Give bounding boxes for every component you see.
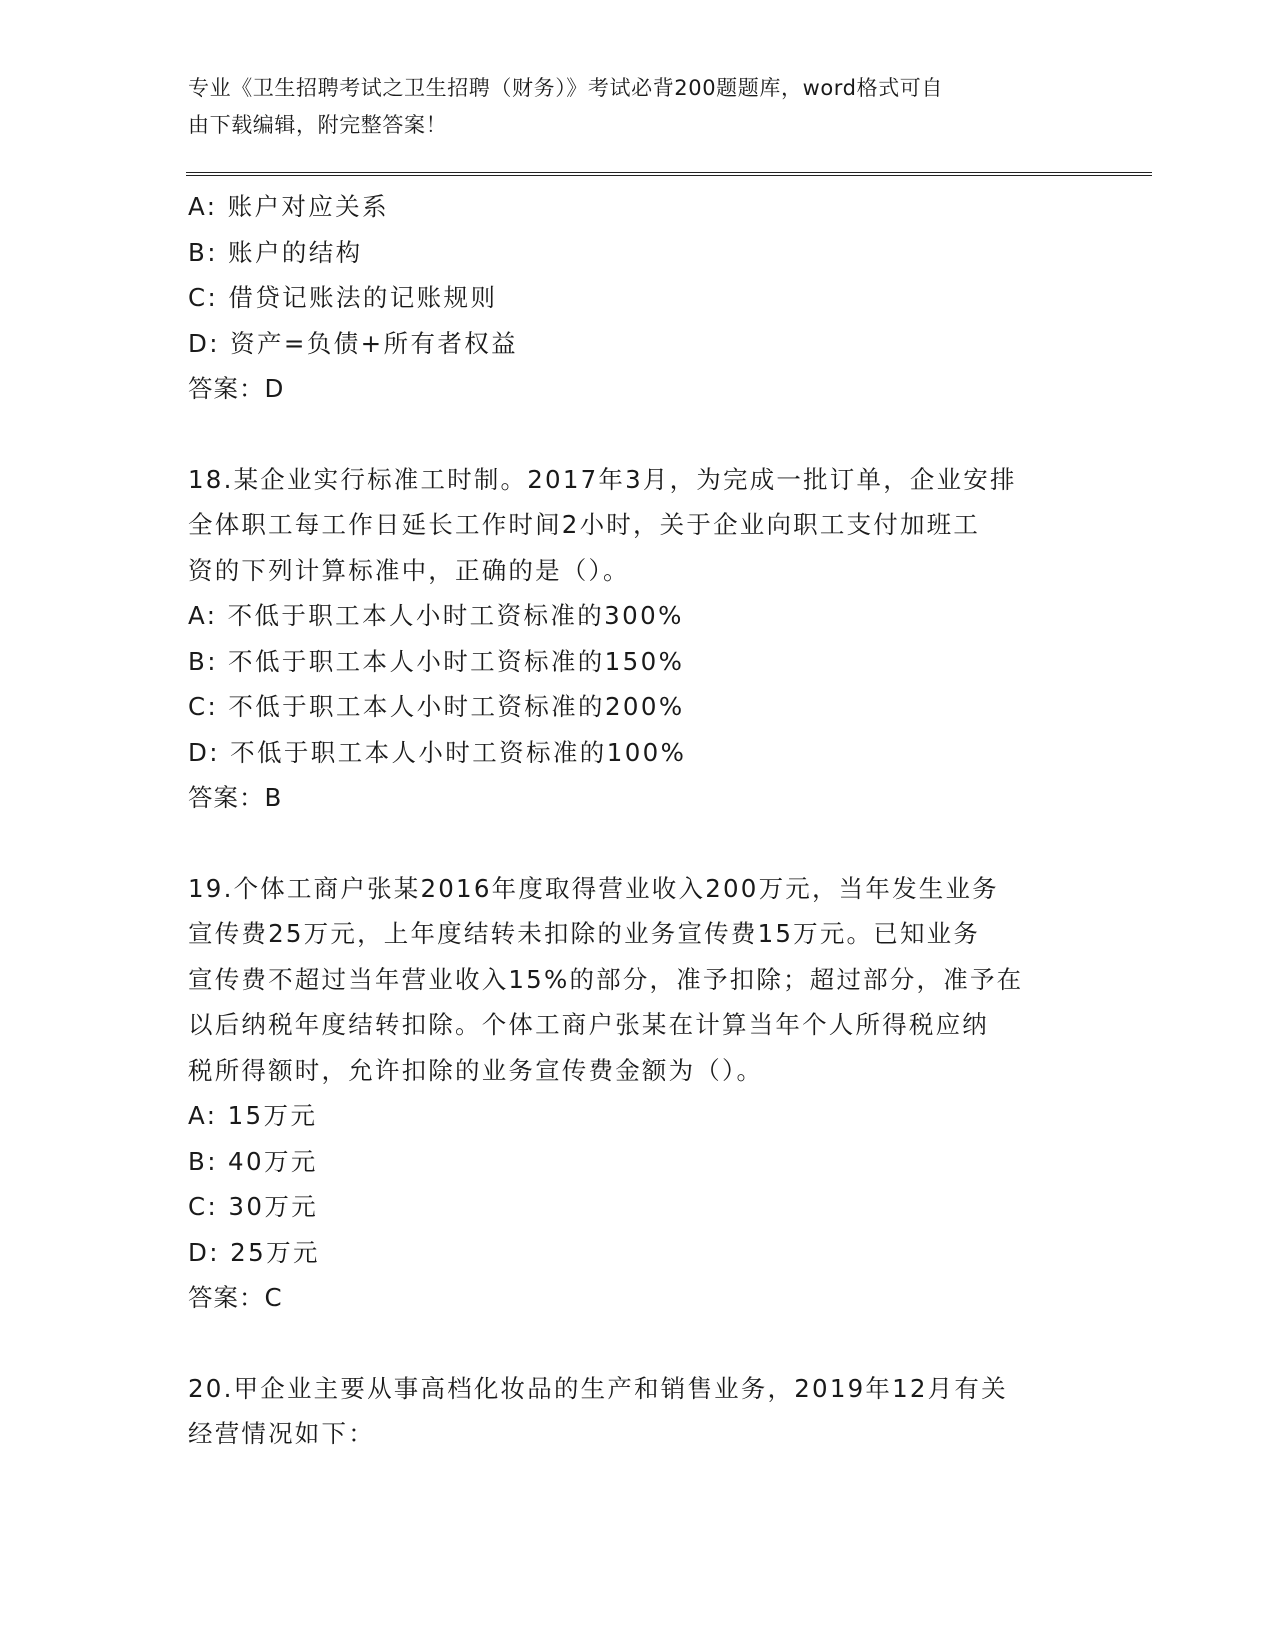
question-20 [188,1366,1088,1457]
question-19 [188,866,1088,1321]
header-line-1: 专业《卫生招聘考试之卫生招聘（财务）》考试必背200题题库，word格式可自 [188,76,943,100]
question-stem-line: 19.个体工商户张某2016年度取得营业收入200万元，当年发生业务 [188,873,999,903]
spacer [188,821,1088,866]
option-a: A: 15万元 [188,1101,318,1130]
question-stem-line: 全体职工每工作日延长工作时间2小时，关于企业向职工支付加班工 [188,510,981,539]
question-stem-line: 宣传费不超过当年营业收入15%的部分，准予扣除；超过部分，准予在 [188,964,1024,994]
option-d: D: 不低于职工本人小时工资标准的100% [188,737,687,767]
option-a: A: 不低于职工本人小时工资标准的300% [188,601,684,630]
answer: 答案：B [188,783,283,812]
option-c: C: 不低于职工本人小时工资标准的200% [188,692,685,721]
option-d: D: 资产=负债+所有者权益 [188,328,519,358]
option-b: B: 不低于职工本人小时工资标准的150% [188,646,685,676]
option-c: C: 借贷记账法的记账规则 [188,283,498,312]
question-18 [188,457,1088,821]
question-stem-line: 资的下列计算标准中，正确的是（）。 [188,555,630,585]
document-header [188,70,1088,144]
option-c: C: 30万元 [188,1192,319,1221]
question-stem-line: 20.甲企业主要从事高档化妆品的生产和销售业务，2019年12月有关 [188,1373,1008,1403]
question-17 [188,184,1088,412]
answer: 答案：D [188,374,285,403]
spacer [188,412,1088,457]
question-stem-line: 经营情况如下： [188,1419,375,1448]
question-stem-line: 以后纳税年度结转扣除。个体工商户张某在计算当年个人所得税应纳 [188,1010,989,1039]
option-a: A: 账户对应关系 [188,192,389,221]
option-b: B: 40万元 [188,1146,318,1176]
document-page [188,70,1088,1457]
question-stem-line: 税所得额时，允许扣除的业务宣传费金额为（）。 [188,1055,764,1085]
option-b: B: 账户的结构 [188,237,363,267]
answer: 答案：C [188,1283,283,1312]
header-divider [186,172,1152,176]
question-stem-line: 18.某企业实行标准工时制。2017年3月，为完成一批订单，企业安排 [188,464,1017,494]
spacer [188,1321,1088,1366]
option-d: D: 25万元 [188,1237,320,1267]
header-line-2: 由下载编辑，附完整答案！ [188,113,448,137]
question-stem-line: 宣传费25万元，上年度结转未扣除的业务宣传费15万元。已知业务 [188,919,981,948]
